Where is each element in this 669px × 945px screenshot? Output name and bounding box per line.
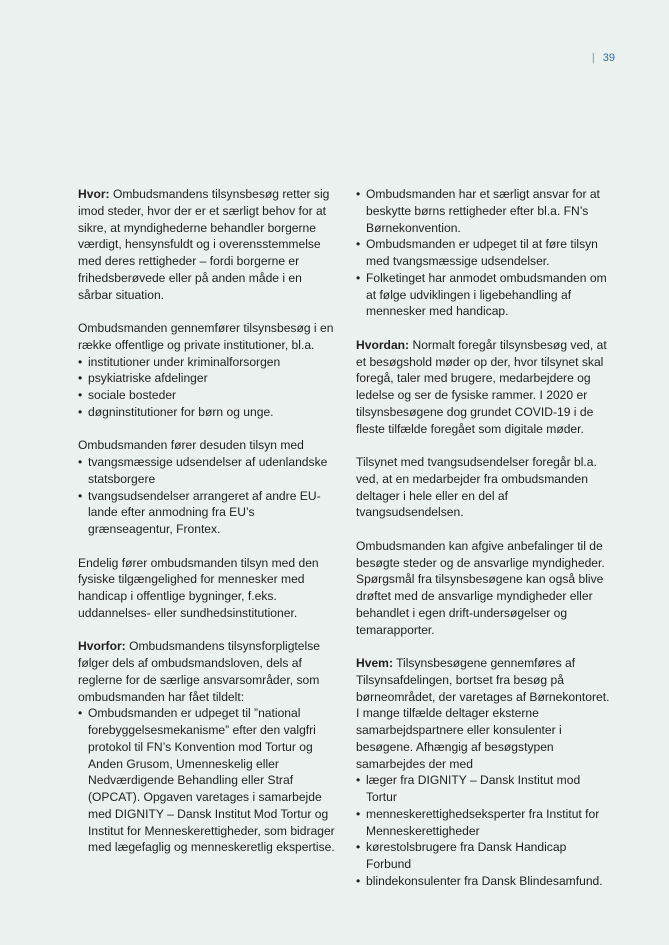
list-item: • psykiatriske afdelinger [78,370,336,387]
deportation-paragraph: Tilsynet med tvangsudsendelser foregår bl.a. ved, at en medarbejder fra ombudsmanden deltager i hele eller en del af tvangsudsendelsen. [356,455,597,520]
list-item: • blindekonsulenter fra Dansk Blindesamfund. [356,873,614,890]
hvor-label: Hvor: [78,187,110,201]
list-item: • institutioner under kriminalforsorgen [78,354,336,371]
left-column [78,186,336,873]
recommendations-paragraph: Ombudsmanden kan afgive anbefalinger til de besøgte steder og de ansvarlige myndigheder. Spørgsmål fra tilsynsbesøgene kan også blive drøftet med de ansvarlige myndigheder eller behandlet i egen drift-undersøgelser og temarapporter. [356,538,605,637]
hvem-label: Hvem: [356,656,393,670]
list-item: • menneskerettighedseksperter fra Institut for Menneskerettigheder [356,806,614,840]
hvorfor-label: Hvorfor: [78,639,126,654]
list-item: • Folketinget har anmodet ombudsmanden om at følge udviklingen i ligebehandling af mennesker med handicap. [356,270,614,320]
list-item: • Ombudsmanden er udpeget til at føre tilsyn med tvangsmæssige udsendelser. [356,236,614,270]
hvem-text: Tilsynsbesøgene gennemføres af Tilsynsafdelingen, bortset fra besøg på børneområdet, der varetages af Børnekontoret. I mange tilfælde deltager eksterne samarbejdspartnere eller konsulenter i besøgene. Afhængig af besøgstypen samarbejdes der med [356,656,610,771]
hvordan-paragraph [356,337,614,438]
supervision-intro: Ombudsmanden fører desuden tilsyn med [78,438,304,453]
list-item: • tvangsmæssige udsendelser af udenlandske statsborgere [78,454,336,488]
institutions-intro: Ombudsmanden gennemfører tilsynsbesøg i en række offentlige og private institutioner, bl.a. [78,321,334,352]
page-number: 39 [602,52,615,64]
mandate-list [356,186,614,320]
hvorfor-paragraph [78,638,336,705]
page-header [592,52,615,64]
hvordan-text: Normalt foregår tilsynsbesøg ved, at et besøgshold møder op der, hvor tilsynet skal foregå, taler med brugere, medarbejdere og ledelse og ser de fysiske rammer. I 2020 er tilsynsbesøgene dog grundet COVID-19 i de fleste tilfælde foregået som digitale møder. [356,337,607,436]
hvem-paragraph [356,655,614,772]
hvordan-label: Hvordan: [356,337,410,352]
hvor-text: Ombudsmandens tilsynsbesøg retter sig imod steder, hvor der er et særligt behov for at sikre, at myndighederne behandler borgerne værdigt, hensynsfuldt og i overensstemmelse med deres rettigheder – fordi borgerne er frihedsberøvede eller på anden måde i en sårbar situation. [78,187,330,302]
list-item: • læger fra DIGNITY – Dansk Institut mod Tortur [356,772,614,806]
supervision-list [78,454,336,538]
header-divider: | [591,52,595,64]
list-item: • Ombudsmanden er udpeget til ”national forebyggelsesmekanisme” efter den valgfri protokol til FN’s Konvention mod Tortur og Anden Grusom, Umenneskelig eller Nedværdigende Behandling eller Straf (OPCAT). Opgaven varetages i samarbejde med DIGNITY – Dansk Institut Mod Tortur og Institut for Menneskerettigheder, som bidrager med lægefaglig og menneskeretlig ekspertise. [78,705,336,856]
hvor-paragraph [78,186,336,303]
partners-list [356,772,614,889]
list-item: • døgninstitutioner for børn og unge. [78,404,336,421]
accessibility-paragraph: Endelig fører ombudsmanden tilsyn med den fysiske tilgængelighed for mennesker med handicap i offentlige bygninger, f.eks. uddannelses- eller sundhedsinstitutioner. [78,555,319,620]
list-item: • tvangsudsendelser arrangeret af andre EU-lande efter anmodning fra EU’s grænseagentur, Frontex. [78,488,336,538]
hvorfor-text: Ombudsmandens tilsynsforpligtelse følger dels af ombudsmandsloven, dels af reglerne for de særlige ansvarsområder, som ombudsmanden har fået tildelt: [78,639,320,704]
list-item: • Ombudsmanden har et særligt ansvar for at beskytte børns rettigheder efter bl.a. FN’s Børnekonvention. [356,186,614,236]
institutions-list [78,354,336,421]
list-item: • sociale bosteder [78,387,336,404]
hvorfor-list [78,705,336,856]
list-item: • kørestolsbrugere fra Dansk Handicap Forbund [356,839,614,873]
right-column [356,186,614,906]
